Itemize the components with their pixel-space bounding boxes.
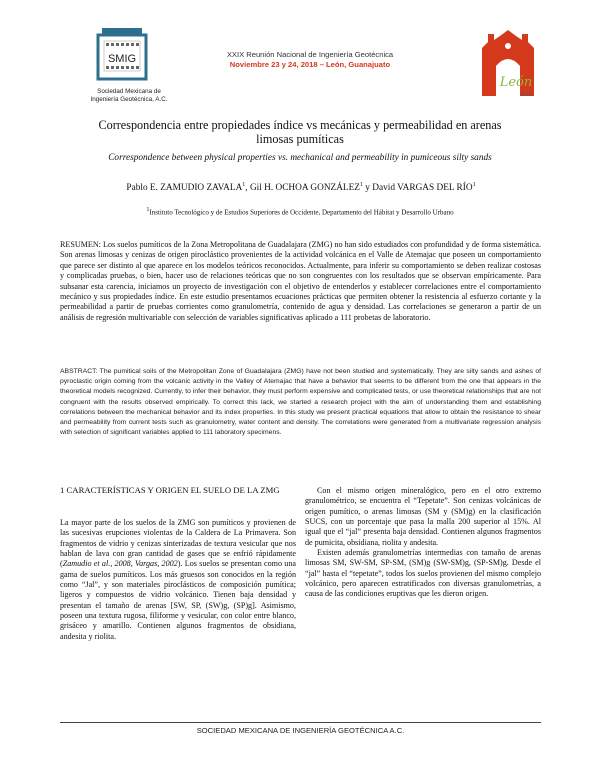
- author-3: y David VARGAS DEL RÍO: [365, 183, 473, 194]
- society-name: [84, 88, 174, 104]
- smig-logo: [96, 26, 148, 82]
- leon-logo-year: 2018: [520, 92, 532, 98]
- section-1-column-1: [60, 518, 296, 642]
- affiliation-sup: 1: [146, 207, 150, 213]
- section-1-paragraph-1: [60, 518, 296, 642]
- section-1-column-2: [305, 486, 541, 600]
- paragraph-1-text-b: ). Los suelos se presentan como una gama de suelos pumíticos. Los más gruesos son conocidos en la región como “Jal”, y son materiales piroclásticos de composición pumítica; ligeros y compuestos de vidrio volcánico. Tienen baja densidad y presentan el tamaño de arenas [SW, SP, (SW)g, (SP)g]. Asimismo, poseen una textura rugosa, filiforme y vesicular, con color entre blanco, grisáceo y amarillo. Contienen algunos fragmentos de obsidiana, andesita y riolita.: [60, 559, 296, 641]
- leon-logo: [474, 26, 542, 102]
- section-1-paragraph-2: Con el mismo origen mineralógico, pero en el otro extremo granulométrico, se encuentra el “Tepetate”. Son cenizas volcánicas de origen pumítico, o arenas limosas (SM y (SM)g) en la clasificación SUCS, con un porcentaje que pasa la malla 200 superior al 15%. Al igual que el “jal” presenta baja densidad. Contienen algunos fragmentos de pumicita, obsidiana, riolita y andesita.: [305, 486, 541, 547]
- conference-dates: Noviembre 23 y 24, 2018 – León, Guanajuato: [229, 60, 391, 69]
- leon-logo-script: León: [499, 75, 533, 90]
- affiliation: [90, 207, 510, 216]
- paper-title-en: Correspondence between physical properties vs. mechanical and permeability in pumiceous silty sands: [108, 153, 492, 163]
- authors: Pablo E. ZAMUDIO ZAVALA$^1$, Gil H. OCHOA GONZÁLEZ$^1$ y David VARGAS DEL RÍO$^1$: [126, 182, 476, 194]
- section-1-title: 1 CARACTERÍSTICAS Y ORIGEN EL SUELO DE LA ZMG: [60, 485, 280, 495]
- footer: SOCIEDAD MEXICANA DE INGENIERÍA GEOTÉCNICA A.C.: [196, 726, 405, 735]
- abstract: ABSTRACT: The pumitical soils of the Metropolitan Zone of Guadalajara (ZMG) have not been studied and systematically. They are silty sands and ashes of pyroclastic origin coming from the volcanic activity in the Valley of Atemajac that have a behavior that seems to be different from the one that appears in the theoretical models recognized. Currently, to infer their behavior, they must perform expensive and complicated tests, or use theoretical relationships that are not congruent with the results observed empirically. To correct this lack, we started a research project with the aim of understanding them and establishing correlations between the mechanical behavior and its index properties. In this study we present practical equations that allow to obtain the resistance to shear and permeability from current tests such as granulometry, water content and density. The correlations were generated from a multivariate regression analysis with selection of significant variables applied to 111 laboratory specimens.: [60, 368, 541, 437]
- affiliation-text: Instituto Tecnológico y de Estudios Superiores de Occidente, Departamento del Hábitat y Desarrollo Urbano: [149, 208, 454, 217]
- society-name-line2: Ingeniería Geotécnica, A.C.: [90, 96, 168, 103]
- footer-rule: [60, 722, 541, 723]
- resumen: RESUMEN: Los suelos pumíticos de la Zona Metropolitana de Guadalajara (ZMG) no han sido estudiados con profundidad y de forma sistemática. Son arenas limosas y cenizas de origen piroclástico provenientes de la actividad volcánica en el Valle de Atemajac que poseen un comportamiento que parece ser distinto al que aparece en los modelos teóricos reconocidos. Actualmente, para inferir su comportamiento se deben realizar costosas y complicadas pruebas, o bien, hacer uso de relaciones teóricas que no son congruentes con los resultados que se observan empíricamente. Para subsanar esta carencia, iniciamos un proyecto de investigación con el objetivo de entenderlos y establecer correlaciones entre el comportamiento mecánico y sus propiedades índice. En este estudio presentamos ecuaciones prácticas que permiten obtener la resistencia al esfuerzo cortante y la permeabilidad a partir de pruebas corrientes como granulometría, contenido de agua y densidad. Las correlaciones se generaron a partir de un análisis de regresión multivariable con selección de variables significativas aplicado a 111 probetas de laboratorio.: [60, 240, 541, 322]
- smig-logo-text: SMIG: [107, 53, 137, 65]
- section-1-paragraph-3: Existen además granulometrías intermedias con tamaño de arenas limosas SM, SW-SM, SP-SM, (SM)g (SW-SM)g, (SP-SM)g. Desde el “jal” hasta el “tepetate”, todos los suelos provienen del mismo complejo volcánico, pero aparecen estratificados con diversas granulometrías, a causa de las condiciones eruptivas que les dieron origen.: [305, 548, 541, 599]
- author-2: Gil H. OCHOA GONZÁLEZ: [249, 183, 360, 194]
- author-1-sup: 1: [242, 182, 246, 188]
- author-3-sup: 1: [472, 182, 476, 188]
- society-name-line1: Sociedad Mexicana de: [97, 88, 161, 95]
- citation: Zamudio et al., 2008, Vargas, 2002: [62, 559, 178, 569]
- conference-name: XXIX Reunión Nacional de Ingeniería Geotécnica: [226, 50, 394, 59]
- paragraph-1-text-a: La mayor parte de los suelos de la ZMG son pumíticos y provienen de las sucesivas erupciones violentas de la Caldera de La Primavera. Son fragmentos de vidrio y cenizas sinterizadas de textura vesicular que nos hablan de lava con gran cantidad de gases que se enfrió rápidamente (: [60, 518, 296, 569]
- author-2-sup: 1: [359, 182, 363, 188]
- author-1: Pablo E. ZAMUDIO ZAVALA: [126, 183, 243, 194]
- paper-title-es: Correspondencia entre propiedades índice vs mecánicas y permeabilidad en arenas limosas pumíticas: [98, 118, 502, 146]
- conference-header: [190, 50, 430, 70]
